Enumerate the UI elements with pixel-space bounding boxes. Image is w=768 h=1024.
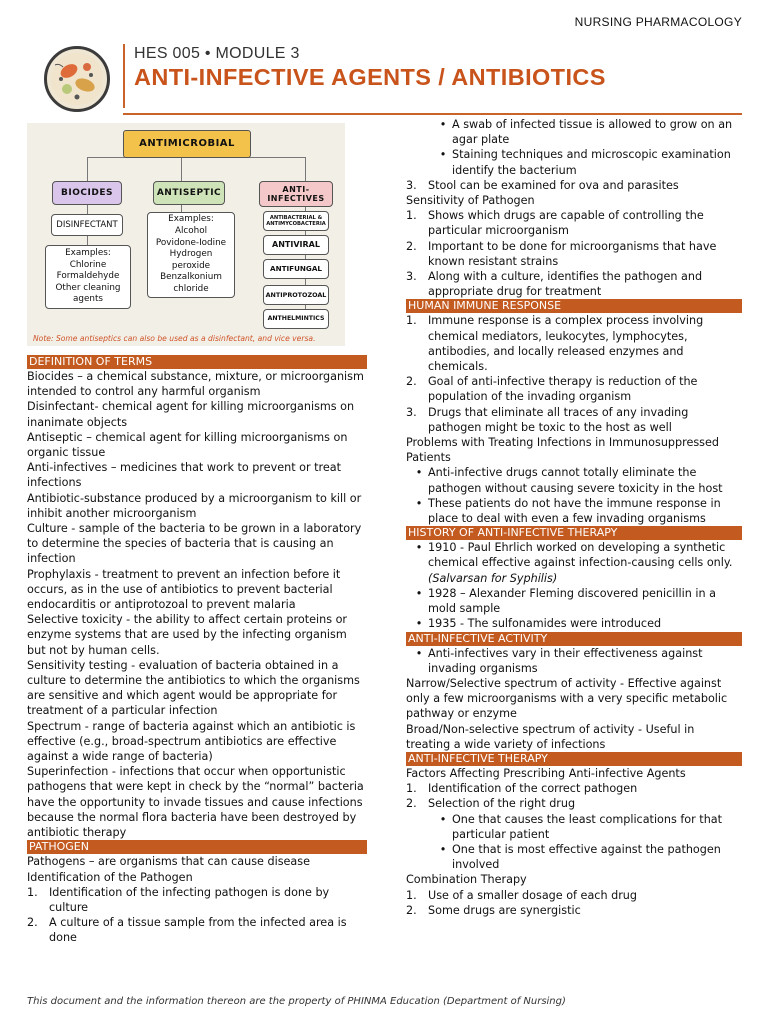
list-item: 2. A culture of a tissue sample from the infected area is done	[27, 916, 347, 945]
biocides-box: BIOCIDES	[52, 181, 122, 205]
definition-item: Superinfection - infections that occur when opportunistic pathogens that were kept in check by the “normal” bacteria have the opportunity to invade tissues and cause infections because the normal flora bacteria have been destroyed by antibiotic therapy	[27, 765, 364, 840]
definition-item: Selective toxicity - the ability to affect certain proteins or enzyme systems that are used by the infecting organism but not by human cells.	[27, 613, 348, 657]
sub-antifungal: ANTIFUNGAL	[263, 259, 329, 279]
definition-item: Disinfectant- chemical agent for killing microorganisms on inanimate objects	[27, 400, 355, 429]
list-item: 1. Use of a smaller dosage of each drug	[406, 888, 637, 902]
sub-anthelmintics: ANTHELMINTICS	[263, 309, 329, 329]
top-right-label: NURSING PHARMACOLOGY	[574, 15, 742, 29]
combination-title: Combination Therapy	[406, 873, 527, 887]
definition-item: Biocides – a chemical substance, mixture, or microorganism intended to control any harmful organism	[27, 370, 364, 399]
diagram-note: Note: Some antiseptics can also be used as a disinfectant, and vice versa.	[33, 334, 316, 343]
activity-header: ANTI-INFECTIVE ACTIVITY	[406, 632, 742, 646]
antiseptic-examples-box: Examples: Alcohol Povidone-Iodine Hydrogen peroxide Benzalkonium chloride	[147, 212, 235, 298]
bullet-item: • One that is most effective against the pathogen involved	[439, 842, 721, 872]
anti-infectives-box: ANTI- INFECTIVES	[259, 181, 333, 207]
factors-title: Factors Affecting Prescribing Anti-infective Agents	[406, 766, 686, 780]
definition-item: Prophylaxis - treatment to prevent an infection before it occurs, as in the use of antibiotics to prevent bacterial endocarditis or antiprotozoal to prevent malaria	[27, 567, 341, 612]
bullet-item: • These patients do not have the immune response in place to deal with even a few invading organisms	[415, 496, 721, 526]
sub-antiviral: ANTIVIRAL	[263, 235, 329, 255]
module-label: HES 005 • MODULE 3	[134, 45, 300, 62]
list-item: 2. Some drugs are synergistic	[406, 903, 581, 917]
list-item: 2. Important to be done for microorganisms that have known resistant strains	[406, 239, 717, 268]
list-item: 1. Immune response is a complex process involving chemical mediators, leukocytes, lymphocytes, antibodies, and locally released enzymes and chemicals.	[406, 314, 704, 374]
sensitivity-title: Sensitivity of Pathogen	[406, 194, 535, 208]
page-title: ANTI-INFECTIVE AGENTS / ANTIBIOTICS	[134, 64, 606, 90]
list-item: 3. Stool can be examined for ova and parasites	[406, 178, 679, 192]
header-divider	[123, 44, 125, 108]
identification-title: Identification of the Pathogen	[27, 870, 193, 884]
definition-item: Culture - sample of the bacteria to be grown in a laboratory to determine the species of bacteria that is causing an infection	[27, 522, 362, 566]
header-rule	[123, 113, 742, 115]
sub-antiprotozoal: ANTIPROTOZOAL	[263, 285, 329, 305]
history-header: HISTORY OF ANTI-INFECTIVE THERAPY	[406, 526, 742, 540]
list-item: 1. Shows which drugs are capable of controlling the particular microorganism	[406, 209, 704, 238]
bacteria-logo-icon	[44, 46, 110, 112]
definition-item: Sensitivity testing - evaluation of bacteria obtained in a culture to determine the antibiotics to which the organisms are sensitive and which agent would be appropriate for treatment of a particular infection	[27, 658, 360, 718]
bullet-item: • Anti-infective drugs cannot totally eliminate the pathogen without causing severe toxicity in the host	[415, 466, 723, 495]
definition-item: Antibiotic-substance produced by a microorganism to kill or inhibit another microorganism	[27, 491, 362, 520]
definition-item: Antiseptic – chemical agent for killing microorganisms on organic tissue	[27, 430, 348, 460]
antiseptic-box: ANTISEPTIC	[153, 181, 225, 205]
broad-spectrum: Broad/Non-selective spectrum of activity - Useful in treating a wide variety of infections	[406, 722, 695, 751]
root-box: ANTIMICROBIAL	[123, 130, 251, 158]
sub-antibacterial: ANTIBACTERIAL & ANTIMYCOBACTERIA	[263, 211, 329, 231]
definition-item: Anti-infectives – medicines that work to prevent or treat infections	[27, 461, 342, 490]
list-item: 2. Goal of anti-infective therapy is reduction of the population of the invading organism	[406, 375, 698, 404]
list-item: 3. Along with a culture, identifies the pathogen and appropriate drug for treatment	[406, 270, 703, 299]
bullet-item: • 1935 - The sulfonamides were introduced	[415, 617, 662, 631]
bullet-item: • Staining techniques and microscopic examination identify the bacterium	[439, 148, 731, 177]
disinfectant-box: DISINFECTANT	[51, 214, 123, 236]
list-item: 1. Identification of the correct pathogen	[406, 782, 638, 796]
narrow-spectrum: Narrow/Selective spectrum of activity - Effective against only a few microorganisms with a very specific metabolic pathway or enzyme	[406, 676, 728, 721]
disinfectant-examples-box: Examples: Chlorine Formaldehyde Other cleaning agents	[45, 245, 131, 309]
list-item: 2. Selection of the right drug	[406, 797, 576, 811]
bullet-item: • 1928 – Alexander Fleming discovered penicillin in a mold sample	[415, 586, 716, 616]
bullet-item: • One that causes the least complications for that particular patient	[439, 812, 723, 841]
definition-item: Spectrum - range of bacteria against which an antibiotic is effective (e.g., broad-spectrum antibiotics are effective against a wide range of bacteria)	[27, 719, 356, 764]
right-column	[406, 117, 742, 918]
bullet-item: • Anti-infectives vary in their effectiveness against invading organisms	[415, 646, 703, 675]
therapy-header: ANTI-INFECTIVE THERAPY	[406, 752, 742, 766]
problems-title: Problems with Treating Infections in Immunosuppressed Patients	[406, 436, 719, 465]
definitions-header: DEFINITION OF TERMS	[27, 355, 367, 369]
pathogen-definition: Pathogens – are organisms that can cause disease	[27, 855, 310, 869]
bullet-item: • 1910 - Paul Ehrlich worked on developing a synthetic chemical effective against infection-causing cells only. (Salvarsan for Syphilis)	[415, 541, 733, 585]
pathogen-header: PATHOGEN	[27, 840, 367, 854]
bullet-item: • A swab of infected tissue is allowed to grow on an agar plate	[439, 118, 733, 147]
list-item: 3. Drugs that eliminate all traces of any invading pathogen might be toxic to the host as well	[406, 405, 689, 434]
antimicrobial-diagram	[27, 123, 345, 346]
list-item: 1. Identification of the infecting pathogen is done by culture	[27, 885, 330, 914]
immune-header: HUMAN IMMUNE RESPONSE	[406, 299, 742, 313]
left-column	[27, 355, 367, 946]
footer-note: This document and the information thereon are the property of PHINMA Education (Department of Nursing)	[27, 996, 566, 1007]
